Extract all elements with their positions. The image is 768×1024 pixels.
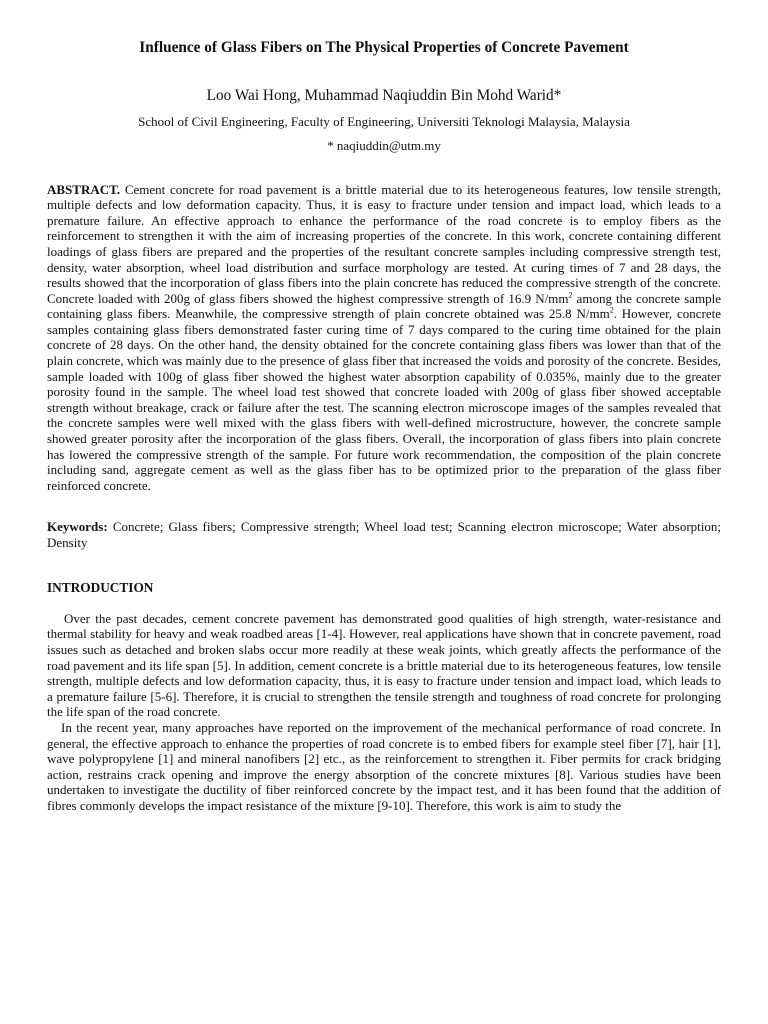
abstract-text-b: among the concrete sample containing glass fibers. Meanwhile, the compressive strength of plain concrete obtained was 25.8 N/mm bbox=[47, 290, 721, 322]
affiliation: School of Civil Engineering, Faculty of Engineering, Universiti Teknologi Malaysia, Malaysia bbox=[138, 113, 630, 129]
keywords-label: Keywords: bbox=[47, 519, 108, 535]
introduction-heading: INTRODUCTION bbox=[47, 579, 154, 595]
paper-page bbox=[47, 38, 721, 814]
abstract bbox=[47, 182, 721, 494]
abstract-label: ABSTRACT. bbox=[47, 181, 121, 197]
keywords-text: Concrete; Glass fibers; Compressive strength; Wheel load test; Scanning electron microscope; Water absorption; Density bbox=[47, 519, 721, 550]
abstract-superscript-2: 2 bbox=[609, 305, 614, 315]
abstract-text-a: Cement concrete for road pavement is a brittle material due to its heterogeneous features, low tensile strength, multiple defects and low deformation capacity. Thus, it is easy to fracture under tension and impact load, which leads to a premature failure. An effective approach to enhance the performance of the road concrete is to employ fibers as the reinforcement to strengthen it with the aim of increasing properties of the concrete. In this work, concrete containing different loadings of glass fibers are prepared and the properties of the resultant concrete samples including compressive strength test, density, water absorption, wheel load distribution and surface morphology are tested. At curing times of 7 and 28 days, the results showed that the incorporation of glass fibers into the plain concrete has reduced the compressive strength of the concrete. Concrete loaded with 200g of glass fibers showed the highest compressive strength of 16.9 N/mm bbox=[47, 181, 721, 306]
corresponding-email: * naqiuddin@utm.my bbox=[327, 137, 441, 153]
paper-title: Influence of Glass Fibers on The Physical Properties of Concrete Pavement bbox=[139, 39, 629, 56]
keywords bbox=[47, 519, 721, 550]
introduction-paragraph-1: Over the past decades, cement concrete pavement has demonstrated good qualities of high strength, water-resistance and thermal stability for heavy and weak roadbed areas [1-4]. However, real applications have shown that in concrete pavement, road issues such as detached and broken slabs occur more readily at these weak joints, which greatly affects the performance of the road pavement and its life span [5]. In addition, cement concrete is a brittle material due to its heterogeneous features, low tensile strength, multiple defects and low deformation capacity, thus, it is easy to fracture under tension and impact load, which leads to a premature failure [5-6]. Therefore, it is crucial to strengthen the tensile strength and toughness of road concrete for prolonging the life span of the road concrete. bbox=[47, 610, 721, 720]
author-list: Loo Wai Hong, Muhammad Naqiuddin Bin Mohd Warid* bbox=[206, 86, 562, 104]
introduction-paragraph-2: In the recent year, many approaches have reported on the improvement of the mechanical performance of road concrete. In general, the effective approach to enhance the properties of road concrete is to embed fibers for example steel fiber [7], hair [1], wave polypropylene [1] and mineral nanofibers [2] etc., as the reinforcement to strengthen it. Fiber permits for crack bridging action, restrains crack opening and improve the energy absorption of the concrete mixtures [8]. Various studies have been undertaken to investigate the ductility of fiber reinforced concrete by the impact test, and it has been found that the addition of fibres commonly develops the impact resistance of the mixture [9-10]. Therefore, this work is aim to study the bbox=[47, 720, 721, 813]
abstract-text-c: . However, concrete samples containing glass fibers demonstrated faster curing time of 7 days compared to the curing time obtained for the plain concrete of 28 days. On the other hand, the density obtained for the concrete containing glass fibers was lower than that of the plain concrete, which was mainly due to the presence of glass fiber that increased the voids and porosity of the concrete. Besides, sample loaded with 100g of glass fiber showed the highest water absorption capability of 0.035%, mainly due to the greater porosity found in the sample. The wheel load test showed that concrete loaded with 200g of glass fiber showed acceptable strength without breakage, crack or failure after the test. The scanning electron microscope images of the samples revealed that the concrete samples were well mixed with the glass fibers with well-defined microstructure, however, the concrete sample showed greater porosity after the incorporation of the glass fibers. Overall, the incorporation of glass fibers into plain concrete has lowered the compressive strength of the sample. For future work recommendation, the composition of the plain concrete including sand, aggregate cement as well as the glass fiber has to be optimized prior to the preparation of the glass fiber reinforced concrete. bbox=[47, 306, 721, 493]
abstract-superscript-1: 2 bbox=[568, 290, 573, 300]
